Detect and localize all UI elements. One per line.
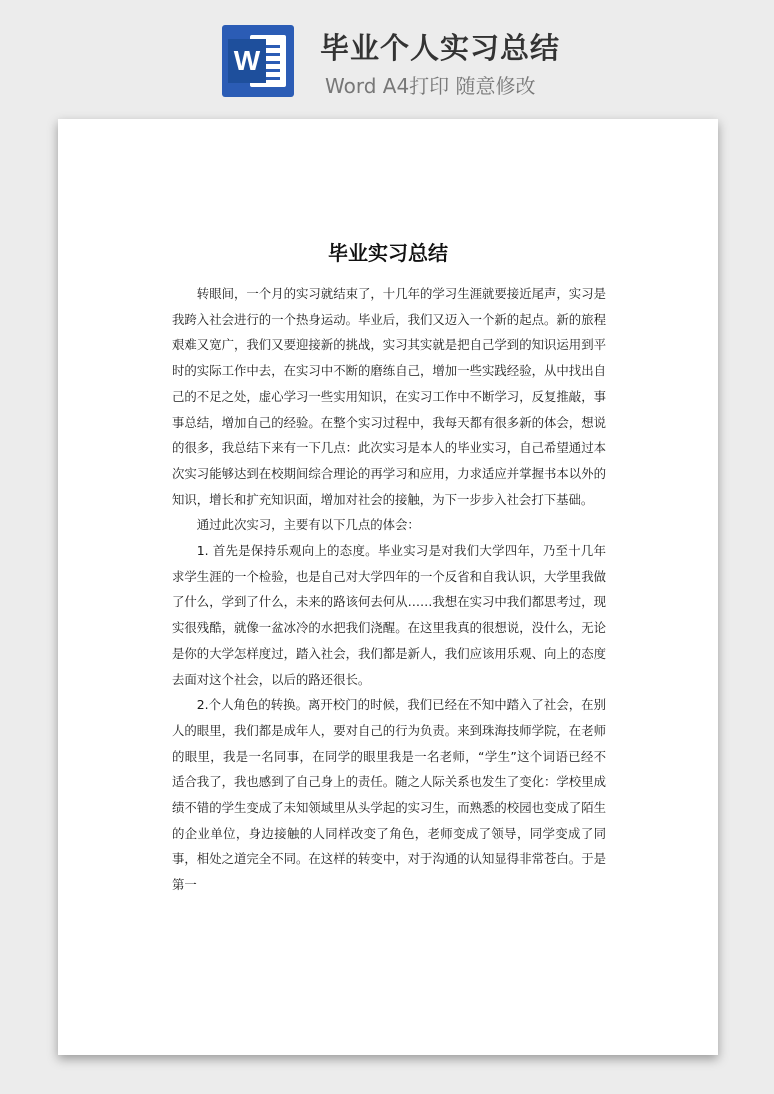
paragraph: 转眼间，一个月的实习就结束了，十几年的学习生涯就要接近尾声，实习是我跨入社会进行的一个热身运动。毕业后，我们又迈入一个新的起点。新的旅程艰难又宽广，我们又要迎接新的挑战，实习其实就是把自己学到的知识运用到平时的实际工作中去，在实习中不断的磨练自己，增加一些实践经验，从中找出自己的不足之处，虚心学习一些实用知识，在实习工作中不断学习，反复推敲，事事总结，增加自己的经验。在整个实习过程中，我每天都有很多新的体会，想说的很多，我总结下来有一下几点：此次实习是本人的毕业实习，自己希望通过本次实习能够达到在校期间综合理论的再学习和应用，力求适应并掌握书本以外的知识，增长和扩充知识面，增加对社会的接触，为下一步步入社会打下基础。 [172, 286, 606, 507]
word-logo-letter: W [228, 39, 266, 83]
document-title: 毕业实习总结 [328, 241, 448, 265]
header-subtitle: Word A4打印 随意修改 [325, 74, 536, 98]
paragraph: 1. 首先是保持乐观向上的态度。毕业实习是对我们大学四年，乃至十几年求学生涯的一个检验，也是自己对大学四年的一个反省和自我认识，大学里我做了什么，学到了什么，未来的路该何去何从……我想在实习中我们都思考过，现实很残酷，就像一盆冰冷的水把我们浇醒。在这里我真的很想说，没什么，无论是你的大学怎样度过，踏入社会，我们都是新人，我们应该用乐观、向上的态度去面对这个社会，以后的路还很长。 [172, 543, 606, 687]
paragraph: 通过此次实习，主要有以下几点的体会： [196, 517, 420, 533]
document-page [58, 119, 718, 1055]
paragraph: 2.个人角色的转换。离开校门的时候，我们已经在不知中踏入了社会，在别人的眼里，我们都是成年人，要对自己的行为负责。来到珠海技师学院，在老师的眼里，我是一名同事，在同学的眼里我是一名老师，“学生”这个词语已经不适合我了，我也感到了自己身上的责任。随之人际关系也发生了变化：学校里成绩不错的学生变成了未知领域里从头学起的实习生，而熟悉的校园也变成了陌生的企业单位，身边接触的人同样改变了角色，老师变成了领导，同学变成了同事，相处之道完全不同。在这样的转变中，对于沟通的认知显得非常苍白。于是第一 [172, 697, 606, 893]
document-body [172, 281, 606, 898]
word-document-icon [222, 25, 294, 97]
header [0, 0, 774, 110]
header-title: 毕业个人实习总结 [320, 31, 561, 65]
